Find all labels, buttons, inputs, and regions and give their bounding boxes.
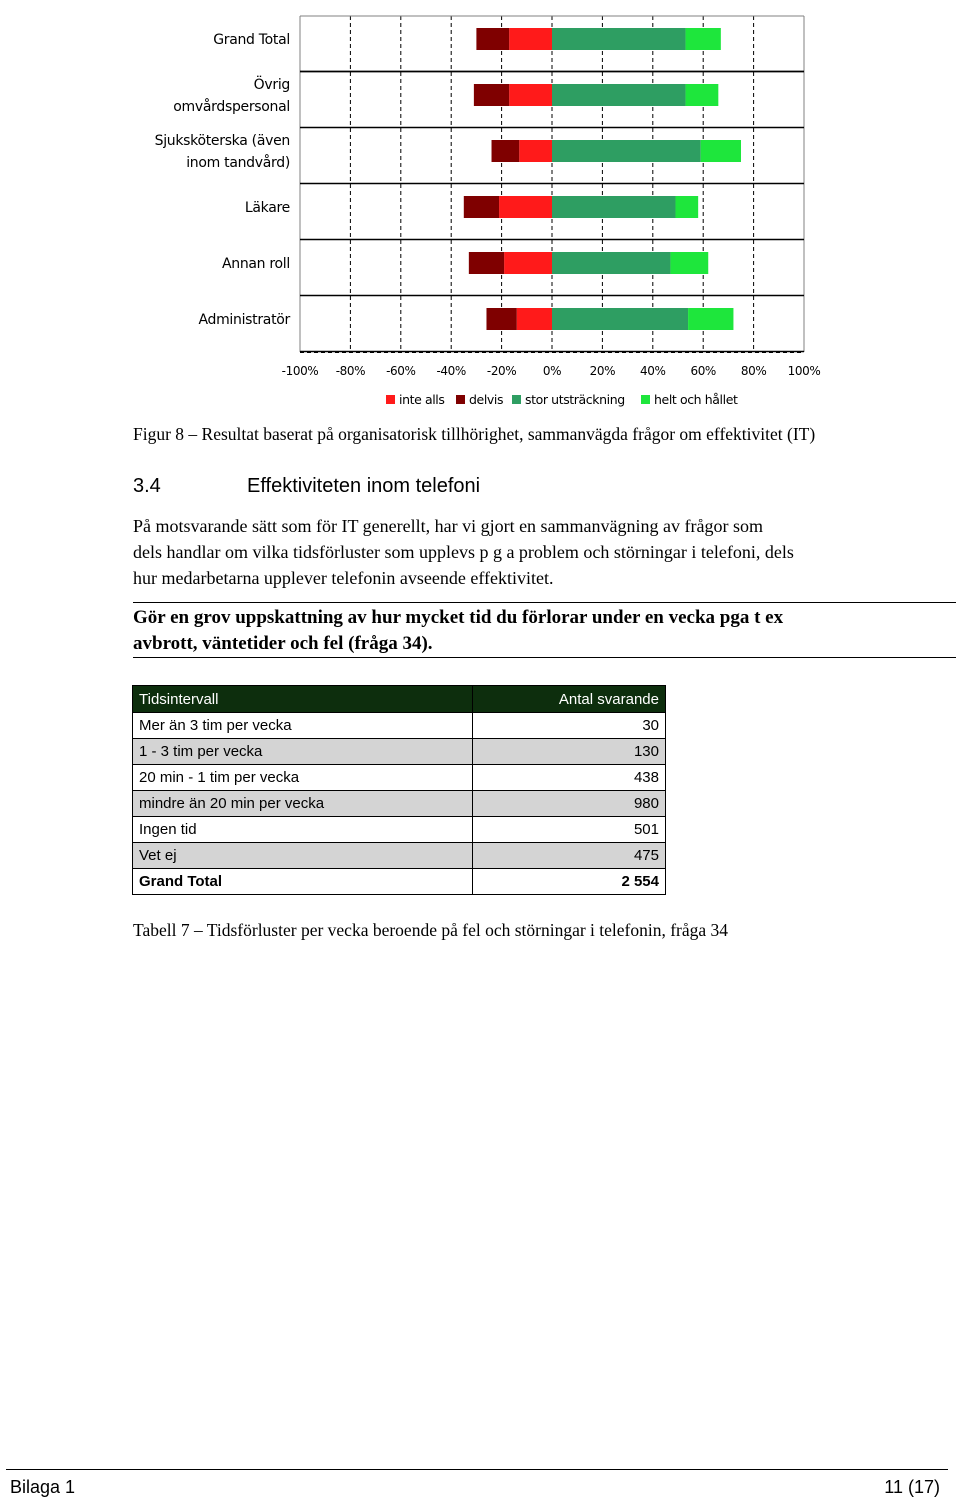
bar-segment-inte-alls [504, 252, 552, 274]
bar-segment-inte-alls [519, 140, 552, 162]
bar-segment-delvis [464, 196, 499, 218]
column-header-interval: Tidsintervall [133, 686, 473, 713]
row-label: Vet ej [133, 843, 473, 869]
category-label: inom tandvård) [186, 155, 290, 171]
row-value: 475 [473, 843, 666, 869]
row-value: 30 [473, 713, 666, 739]
section-title: Effektiviteten inom telefoni [247, 475, 481, 497]
bar-segment-inte-alls [517, 308, 552, 330]
figure-caption: Figur 8 – Resultat baserat på organisatorisk tillhörighet, sammanvägda frågor om effektivitet (IT) [133, 424, 816, 444]
section-paragraph [133, 513, 958, 591]
row-label: mindre än 20 min per vecka [133, 791, 473, 817]
table-row [133, 739, 666, 765]
table-total-row [133, 869, 666, 895]
legend-label: stor utsträckning [525, 392, 625, 407]
category-label: Annan roll [221, 256, 290, 272]
paragraph-line: hur medarbetarna upplever telefonin avseende effektivitet. [133, 568, 554, 588]
x-tick-label: 60% [690, 364, 716, 378]
table-caption: Tabell 7 – Tidsförluster per vecka beroende på fel och störningar i telefonin, fråga 34 [133, 920, 729, 940]
chart-svg [128, 10, 828, 420]
category-label: Grand Total [213, 32, 290, 48]
x-tick-label: 100% [787, 364, 821, 378]
footer-page-number: 11 (17) [884, 1477, 940, 1497]
bar-segment-helt-och-hållet [686, 84, 719, 106]
question-line: Gör en grov uppskattning av hur mycket tid du förlorar under en vecka pga t ex [133, 607, 784, 628]
bar-segment-delvis [486, 308, 516, 330]
total-value: 2 554 [473, 869, 666, 895]
bar-segment-helt-och-hållet [701, 140, 741, 162]
column-header-count: Antal svarande [473, 686, 666, 713]
bar-segment-helt-och-hållet [670, 252, 708, 274]
category-label: omvårdspersonal [173, 99, 290, 115]
x-tick-label: -80% [335, 364, 366, 378]
section-heading [133, 475, 480, 498]
x-tick-label: 0% [542, 364, 562, 378]
legend-label: helt och hållet [654, 392, 738, 407]
legend-swatch [512, 395, 521, 404]
bar-segment-delvis [476, 28, 509, 50]
row-label: Mer än 3 tim per vecka [133, 713, 473, 739]
category-label: Övrig [253, 77, 290, 93]
table-row [133, 791, 666, 817]
legend-swatch [456, 395, 465, 404]
survey-question [133, 605, 956, 657]
total-label: Grand Total [133, 869, 473, 895]
time-loss-table [132, 685, 666, 895]
x-tick-label: 40% [640, 364, 666, 378]
bar-segment-delvis [492, 140, 520, 162]
bar-segment-helt-och-hållet [688, 308, 733, 330]
category-label: Läkare [244, 200, 290, 216]
category-label: Sjuksköterska (även [154, 133, 290, 149]
table-row [133, 765, 666, 791]
bar-segment-stor-utsträckning [552, 84, 686, 106]
bar-segment-stor-utsträckning [552, 196, 675, 218]
bar-segment-inte-alls [499, 196, 552, 218]
bar-segment-inte-alls [509, 84, 552, 106]
table-header-row [133, 686, 666, 713]
row-label: 1 - 3 tim per vecka [133, 739, 473, 765]
x-tick-label: 20% [589, 364, 616, 378]
paragraph-line: På motsvarande sätt som för IT generellt, har vi gjort en sammanvägning av frågor som [133, 516, 763, 536]
row-label: 20 min - 1 tim per vecka [133, 765, 473, 791]
paragraph-line: dels handlar om vilka tidsförluster som upplevs p g a problem och störningar i telefoni, dels [133, 542, 794, 562]
legend-swatch [386, 395, 395, 404]
legend-label: delvis [469, 392, 504, 407]
section-number: 3.4 [133, 475, 161, 497]
bar-segment-helt-och-hållet [686, 28, 721, 50]
x-tick-label: 80% [740, 364, 767, 378]
bar-segment-helt-och-hållet [675, 196, 698, 218]
footer-rule [6, 1469, 948, 1470]
bar-segment-stor-utsträckning [552, 140, 701, 162]
question-rule-bottom [133, 657, 956, 658]
effectiveness-chart [128, 10, 828, 420]
question-rule-top [133, 602, 956, 603]
legend-label: inte alls [399, 392, 445, 407]
row-value: 501 [473, 817, 666, 843]
table-row [133, 713, 666, 739]
row-label: Ingen tid [133, 817, 473, 843]
row-value: 980 [473, 791, 666, 817]
bar-segment-delvis [469, 252, 504, 274]
bar-segment-stor-utsträckning [552, 252, 670, 274]
legend-swatch [641, 395, 650, 404]
bar-segment-stor-utsträckning [552, 28, 686, 50]
x-tick-label: -40% [436, 364, 466, 378]
row-value: 438 [473, 765, 666, 791]
bar-segment-inte-alls [509, 28, 552, 50]
x-tick-label: -60% [386, 364, 416, 378]
bar-segment-delvis [474, 84, 509, 106]
table-row [133, 843, 666, 869]
table-row [133, 817, 666, 843]
footer-appendix: Bilaga 1 [10, 1477, 76, 1497]
x-tick-label: -20% [486, 364, 517, 378]
bar-segment-stor-utsträckning [552, 308, 688, 330]
question-line: avbrott, väntetider och fel (fråga 34). [133, 633, 433, 654]
x-tick-label: -100% [281, 364, 319, 378]
category-label: Administratör [198, 312, 290, 328]
row-value: 130 [473, 739, 666, 765]
